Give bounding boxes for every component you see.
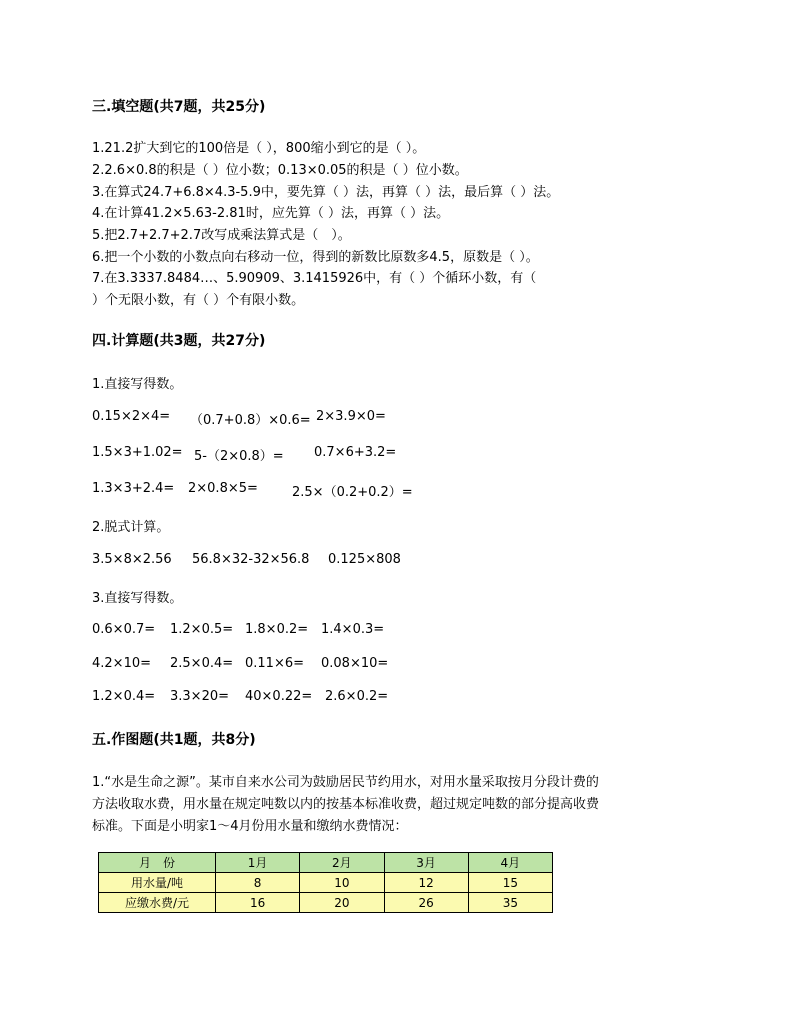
- drawing-question-line-2: 方法收取水费，用水量在规定吨数以内的按基本标准收费，超过规定吨数的部分提高收费: [92, 797, 600, 812]
- q1-cell: 1.5×3+1.02=: [92, 445, 183, 460]
- q2-cell: 56.8×32-32×56.8: [192, 552, 310, 567]
- q1-cell: 2.5×（0.2+0.2）=: [292, 485, 413, 500]
- q1-cell: 2×0.8×5=: [188, 481, 258, 496]
- section3-heading: 三.填空题(共7题，共25分): [92, 99, 266, 115]
- q3-cell: 40×0.22=: [245, 689, 313, 704]
- table-header-row: [99, 853, 553, 873]
- table-header-cell: 2月: [300, 853, 384, 873]
- table-cell: 8: [216, 873, 300, 893]
- q1-cell: 0.15×2×4=: [92, 409, 171, 424]
- q1-cell: 5-（2×0.8）=: [194, 449, 284, 464]
- table-cell: 16: [216, 893, 300, 913]
- q3-cell: 0.11×6=: [245, 656, 305, 671]
- q3-cell: 2.6×0.2=: [325, 689, 389, 704]
- q3-title: 3.直接写得数。: [92, 591, 183, 606]
- q1-cell: 0.7×6+3.2=: [314, 445, 397, 460]
- section4-heading: 四.计算题(共3题，共27分): [92, 333, 266, 349]
- water-usage-table: [98, 852, 553, 913]
- q3-cell: 4.2×10=: [92, 656, 152, 671]
- q3-cell: 2.5×0.4=: [170, 656, 234, 671]
- fill-item-3: 3.在算式24.7+6.8×4.3-5.9中，要先算（ ）法，再算（ ）法，最后算（ ）法。: [92, 185, 560, 200]
- drawing-question-line-1: 1.“水是生命之源”。某市自来水公司为鼓励居民节约用水，对用水量采取按月分段计费的: [92, 775, 599, 790]
- q3-cell: 1.2×0.4=: [92, 689, 156, 704]
- q3-cell: 0.6×0.7=: [92, 622, 156, 637]
- table-cell: 用水量/吨: [99, 873, 216, 893]
- fill-item-6: 6.把一个小数的小数点向右移动一位，得到的新数比原数多4.5，原数是（ ）。: [92, 250, 539, 265]
- table-cell: 15: [468, 873, 552, 893]
- table-header-cell: 4月: [468, 853, 552, 873]
- fill-item-2: 2.2.6×0.8的积是（ ）位小数；0.13×0.05的积是（ ）位小数。: [92, 163, 468, 178]
- table-cell: 20: [300, 893, 384, 913]
- table-row: [99, 893, 553, 913]
- table-cell: 12: [384, 873, 468, 893]
- q1-cell: （0.7+0.8）×0.6=: [190, 413, 311, 428]
- q1-title: 1.直接写得数。: [92, 377, 183, 392]
- table-row: [99, 873, 553, 893]
- fill-item-7: 7.在3.3337.8484…、5.90909、3.1415926中，有（ ）个循环小数，有（: [92, 271, 537, 286]
- q2-cell: 3.5×8×2.56: [92, 552, 172, 567]
- table-header-cell: 3月: [384, 853, 468, 873]
- table-cell: 应缴水费/元: [99, 893, 216, 913]
- fill-item-1: 1.21.2扩大到它的100倍是（ ），800缩小到它的是（ ）。: [92, 141, 426, 156]
- drawing-question-line-3: 标准。下面是小明家1～4月份用水量和缴纳水费情况：: [92, 819, 408, 834]
- q3-cell: 0.08×10=: [321, 656, 389, 671]
- table-header-cell: 1月: [216, 853, 300, 873]
- table-cell: 10: [300, 873, 384, 893]
- q3-cell: 3.3×20=: [170, 689, 230, 704]
- table-cell: 35: [468, 893, 552, 913]
- q2-title: 2.脱式计算。: [92, 520, 170, 535]
- q3-cell: 1.2×0.5=: [170, 622, 234, 637]
- section5-heading: 五.作图题(共1题，共8分): [92, 732, 256, 748]
- q3-cell: 1.4×0.3=: [321, 622, 385, 637]
- fill-item-7-cont: ）个无限小数，有（ ）个有限小数。: [92, 293, 305, 308]
- table-header-cell: 月 份: [99, 853, 216, 873]
- q1-cell: 1.3×3+2.4=: [92, 481, 175, 496]
- fill-item-4: 4.在计算41.2×5.63-2.81时，应先算（ ）法，再算（ ）法。: [92, 206, 450, 221]
- table-cell: 26: [384, 893, 468, 913]
- fill-item-5: 5.把2.7+2.7+2.7改写成乘法算式是（ ）。: [92, 228, 351, 243]
- q1-cell: 2×3.9×0=: [316, 409, 386, 424]
- q2-cell: 0.125×808: [328, 552, 401, 567]
- q3-cell: 1.8×0.2=: [245, 622, 309, 637]
